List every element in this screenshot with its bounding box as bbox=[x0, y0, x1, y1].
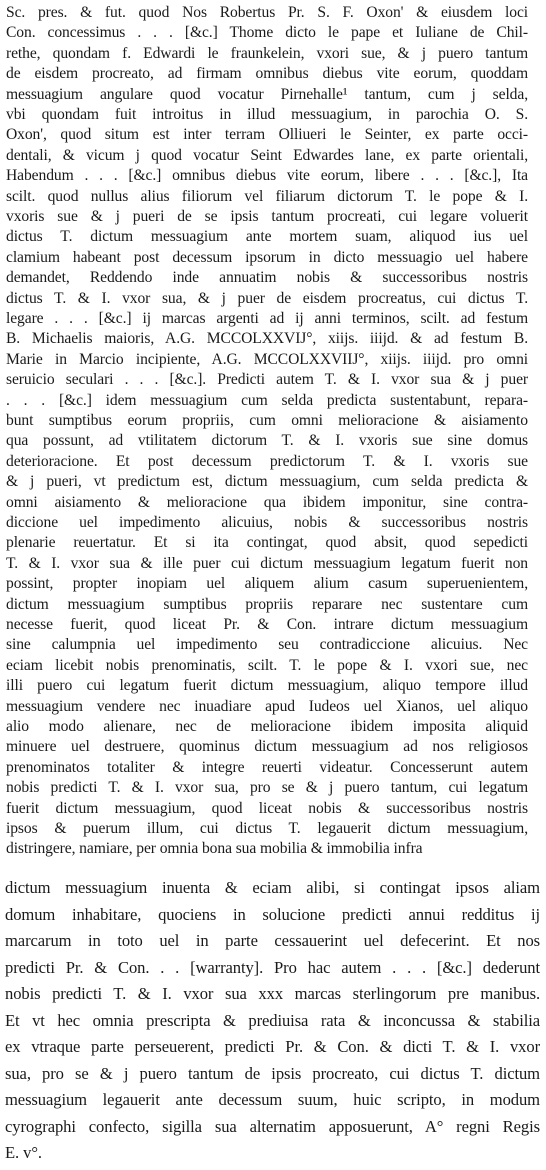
text-line: clamium habeant post decessum ipsorum in dicto messuagio uel habere bbox=[6, 248, 528, 266]
text-line: ipsos & puerum illum, cui dictus T. legauerit dictum messuagium, bbox=[6, 820, 528, 837]
text-line: fuerit dictum messuagium, quod liceat nobis & successoribus nostris bbox=[6, 799, 528, 817]
text-line: dictus T. & I. vxor sua, & j puer de eisdem procreatus, cui dictus T. bbox=[6, 289, 528, 307]
text-line: cyrographi confecto, sigilla sua alternatim apposuerunt, A° regni Regis bbox=[5, 1116, 540, 1136]
text-line: legare . . . [&c.] ij marcas argenti ad ij anni terminos, scilt. ad festum bbox=[6, 310, 528, 327]
text-line: nobis predicti T. & I. vxor sua xxx marcas sterlingorum pre manibus. bbox=[5, 984, 540, 1003]
text-line: plenarie reuertatur. Et si ita contingat, quod absit, quod sepedicti bbox=[6, 534, 528, 552]
text-line: sua, pro se & j puero tantum de ipsis procreato, cui dictus T. dictum bbox=[5, 1063, 540, 1083]
text-line: Et vt hec omnia prescripta & prediuisa rata & inconcussa & stabilia bbox=[5, 1010, 540, 1030]
text-line: Con. concessimus . . . [&c.] Thome dicto le pape et Iuliane de Chil- bbox=[6, 24, 528, 42]
text-line: E. v°. bbox=[5, 1143, 42, 1162]
text-line: diccione uel impedimento alicuius, nobis & successoribus nostris bbox=[6, 514, 528, 531]
text-line: Marie in Marcio incipiente, A.G. MCCOLXXVIIJ°, xiijs. iiijd. pro omni bbox=[6, 350, 528, 368]
text-line: . . . [&c.] idem messuagium cum selda predicta sustentabunt, repara- bbox=[6, 391, 528, 409]
text-line: possint, propter inopiam uel aliquem alium casum superuenientem, bbox=[6, 575, 528, 593]
text-line: nobis predicti T. & I. vxor sua, pro se & j puero tantum, cui legatum bbox=[6, 779, 528, 797]
text-line: & j pueri, vt predictum est, dictum messuagium, cum selda predicta & bbox=[6, 473, 528, 491]
text-line: dictum messuagium sumptibus propriis reparare nec sustentare cum bbox=[6, 595, 528, 613]
text-line: de eisdem procreato, ad firmam omnibus diebus vite eorum, quoddam bbox=[6, 65, 528, 83]
text-line: dictum messuagium inuenta & eciam alibi, si contingat ipsos aliam bbox=[5, 878, 540, 897]
text-line: eciam licebit nobis prenominatis, scilt. T. le pope & I. vxori sue, nec bbox=[6, 656, 528, 674]
text-line: scilt. quod nullus alius filiorum vel filiarum dictorum T. le pope & I. bbox=[6, 187, 528, 205]
text-line: dentali, & vicum j quod vocatur Seint Edwardes lane, ex parte orientali, bbox=[6, 146, 528, 164]
text-line: rethe, quondam f. Edwardi le fraunkelein, vxori sue, & j puero tantum bbox=[6, 44, 528, 62]
text-line: necesse fuerit, quod liceat Pr. & Con. intrare dictum messuagium bbox=[6, 616, 528, 633]
text-line: predicti Pr. & Con. . . [warranty]. Pro hac autem . . . [&c.] dederunt bbox=[5, 957, 540, 977]
text-line: Habendum . . . [&c.] omnibus diebus vite eorum, libere . . . [&c.], Ita bbox=[6, 167, 528, 185]
text-line: omni aisiamento & melioracione qua ibidem imponitur, sine contra- bbox=[6, 493, 528, 511]
text-line: domum inhabitare, quociens in solucione predicti annui redditus ij bbox=[5, 904, 540, 924]
text-line: prenominatos totaliter & integre reuerti videatur. Concesserunt autem bbox=[6, 758, 528, 776]
text-line: vbi quondam fuit introitus in illud messuagium, in parochia O. S. bbox=[6, 106, 528, 123]
text-line: ex vtraque parte perseuerent, predicti Pr. & Con. & dicti T. & I. vxor bbox=[5, 1037, 540, 1056]
text-line: alio modo alienare, nec de melioracione ibidem imposita aliquid bbox=[6, 718, 528, 735]
text-line: dictus T. dictum messuagium ante mortem suam, aliquod ius uel bbox=[6, 228, 528, 246]
text-line: sine calumpnia uel impedimento seu contradiccione alicuius. Nec bbox=[6, 636, 528, 654]
text-line: messuagium vendere nec inuadiare apud Iudeos uel Xianos, uel aliquo bbox=[6, 697, 528, 715]
text-line: T. & I. vxor sua & ille puer cui dictum messuagium legatum fuerit non bbox=[6, 554, 528, 572]
text-line: messuagium legauerit ante decessum suum, huic scripto, in modum bbox=[5, 1090, 540, 1109]
text-line: illi puero cui legatum fuerit dictum messuagium, aliquo tempore illud bbox=[6, 677, 528, 695]
text-line: distringere, namiare, per omnia bona sua mobilia & immobilia infra bbox=[6, 840, 423, 858]
text-line: vxoris sue & j pueri de se ipsis tantum procreati, cui legare voluerit bbox=[6, 208, 528, 225]
text-line: deterioracione. Et post decessum predictorum T. & I. vxoris sue bbox=[6, 452, 528, 470]
text-line: seruicio seculari . . . [&c.]. Predicti autem T. & I. vxor sua & j puer bbox=[6, 371, 528, 389]
text-line: bunt sumptibus eorum propriis, cum omni melioracione & aisiamento bbox=[6, 412, 528, 429]
text-line: qua possunt, ad vtilitatem dictorum T. & I. vxoris sue sine domus bbox=[6, 432, 528, 450]
text-line: demandet, Reddendo inde annuatim nobis & successoribus nostris bbox=[6, 269, 528, 287]
text-line: marcarum in toto uel in parte cessauerint uel defecerint. Et nos bbox=[5, 931, 540, 950]
text-line: messuagium angulare quod vocatur Pirnehalle¹ tantum, cum j selda, bbox=[6, 85, 528, 103]
text-line: minuere uel destruere, quominus dictum messuagium ad nos religiosos bbox=[6, 738, 528, 756]
text-line: B. Michaelis maioris, A.G. MCCOLXXVIJ°, xiijs. iiijd. & ad festum B. bbox=[6, 330, 528, 348]
text-line: Sc. pres. & fut. quod Nos Robertus Pr. S. F. Oxon' & eiusdem loci bbox=[6, 4, 528, 21]
text-line: Oxon', quod situm est inter terram Olliueri le Seinter, ex parte occi- bbox=[6, 126, 528, 144]
